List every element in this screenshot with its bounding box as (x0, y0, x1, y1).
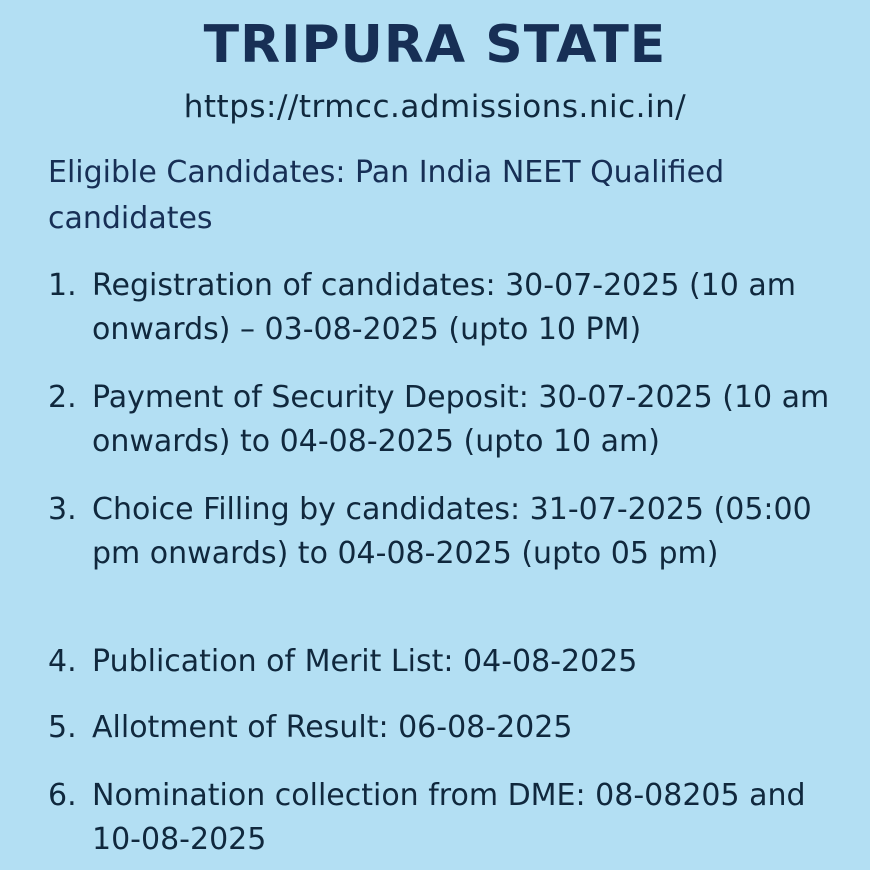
item-number: 3. (48, 492, 77, 527)
eligibility-text: Eligible Candidates: Pan India NEET Qualified candidates (48, 155, 725, 236)
item-text: Choice Filling by candidates: 31-07-2025 (05:00 pm onwards) to 04-08-2025 (upto 05 pm) (92, 492, 812, 571)
website-url: https://trmcc.admissions.nic.in/ (183, 89, 687, 125)
item-number: 4. (48, 644, 77, 679)
schedule-item (48, 488, 848, 576)
item-number: 5. (48, 710, 77, 745)
schedule-item (48, 706, 848, 750)
item-text: Publication of Merit List: 04-08-2025 (92, 644, 638, 679)
item-text: Registration of candidates: 30-07-2025 (10 am onwards) – 03-08-2025 (upto 10 PM) (92, 268, 796, 347)
schedule-item (48, 640, 848, 684)
item-text: Nomination collection from DME: 08-08205 and 10-08-2025 (92, 778, 806, 857)
schedule-item (48, 264, 848, 352)
item-number: 6. (48, 778, 77, 813)
schedule-item (48, 376, 848, 464)
item-text: Payment of Security Deposit: 30-07-2025 (10 am onwards) to 04-08-2025 (upto 10 am) (92, 380, 830, 459)
schedule-item (48, 774, 848, 862)
item-number: 1. (48, 268, 77, 303)
item-number: 2. (48, 380, 77, 415)
item-text: Allotment of Result: 06-08-2025 (92, 710, 573, 745)
page-title: TRIPURA STATE (203, 15, 667, 75)
